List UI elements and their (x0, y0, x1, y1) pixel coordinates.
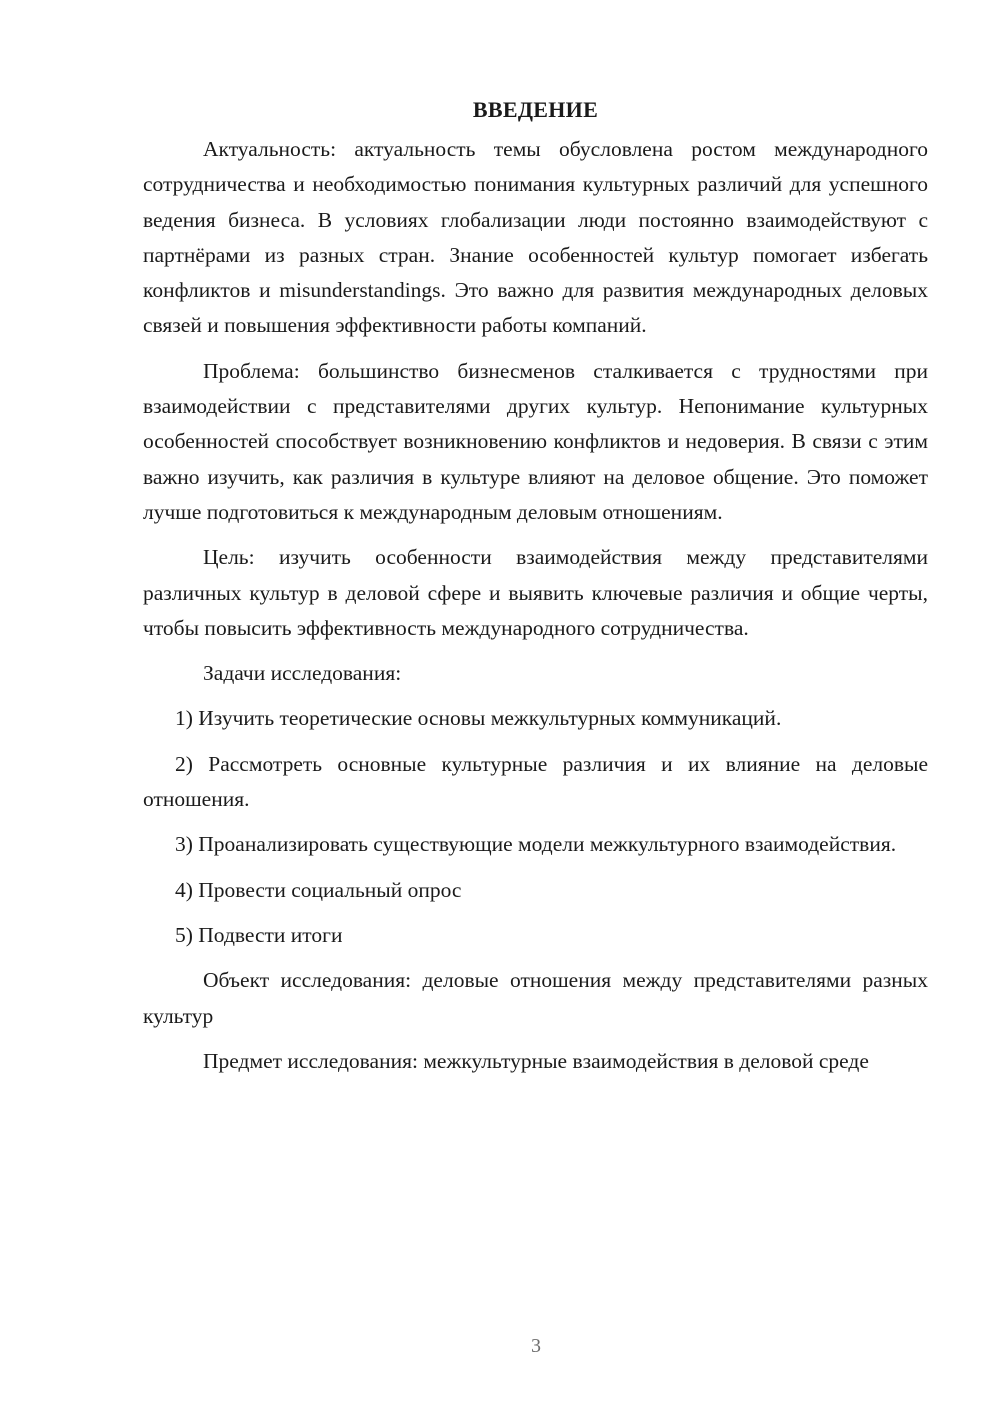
paragraph-object: Объект исследования: деловые отношения между представителями разных культур (143, 968, 928, 1028)
task-item-5: 5) Подвести итоги (175, 922, 343, 947)
paragraph-problem: Проблема: большинство бизнесменов сталкивается с трудностями при взаимодействии с представителями других культур. Непонимание культурных особенностей способствует возникновению конфликтов и недоверия. В связи с этим важно изучить, как различия в культуре влияют на деловое общение. Это поможет лучше подготовиться к международным деловым отношениям. (143, 358, 928, 524)
page-title: ВВЕДЕНИЕ (472, 97, 599, 122)
task-item-3: 3) Проанализировать существующие модели межкультурного взаимодействия. (175, 832, 897, 857)
paragraph-tasks-heading: Задачи исследования: (203, 661, 402, 686)
task-item-2: 2) Рассмотреть основные культурные различия и их влияние на деловые отношения. (143, 751, 928, 812)
task-item-4: 4) Провести социальный опрос (175, 877, 462, 902)
task-item-1: 1) Изучить теоретические основы межкультурных коммуникаций. (175, 706, 782, 731)
page-content (143, 92, 928, 1089)
paragraph-subject: Предмет исследования: межкультурные взаимодействия в деловой среде (203, 1048, 869, 1073)
paragraph-goal: Цель: изучить особенности взаимодействия между представителями различных культур в деловой сфере и выявить ключевые различия и общие черты, чтобы повысить эффективность международного сотрудничества. (143, 545, 928, 640)
page-number: 3 (531, 1335, 541, 1357)
paragraph-relevance: Актуальность: актуальность темы обусловлена ростом международного сотрудничества и необходимостью понимания культурных различий для успешного ведения бизнеса. В условиях глобализации люди постоянно взаимодействуют с партнёрами из разных стран. Знание особенностей культур помогает избегать конфликтов и misunderstandings. Это важно для развития международных деловых связей и повышения эффективности работы компаний. (143, 137, 928, 338)
